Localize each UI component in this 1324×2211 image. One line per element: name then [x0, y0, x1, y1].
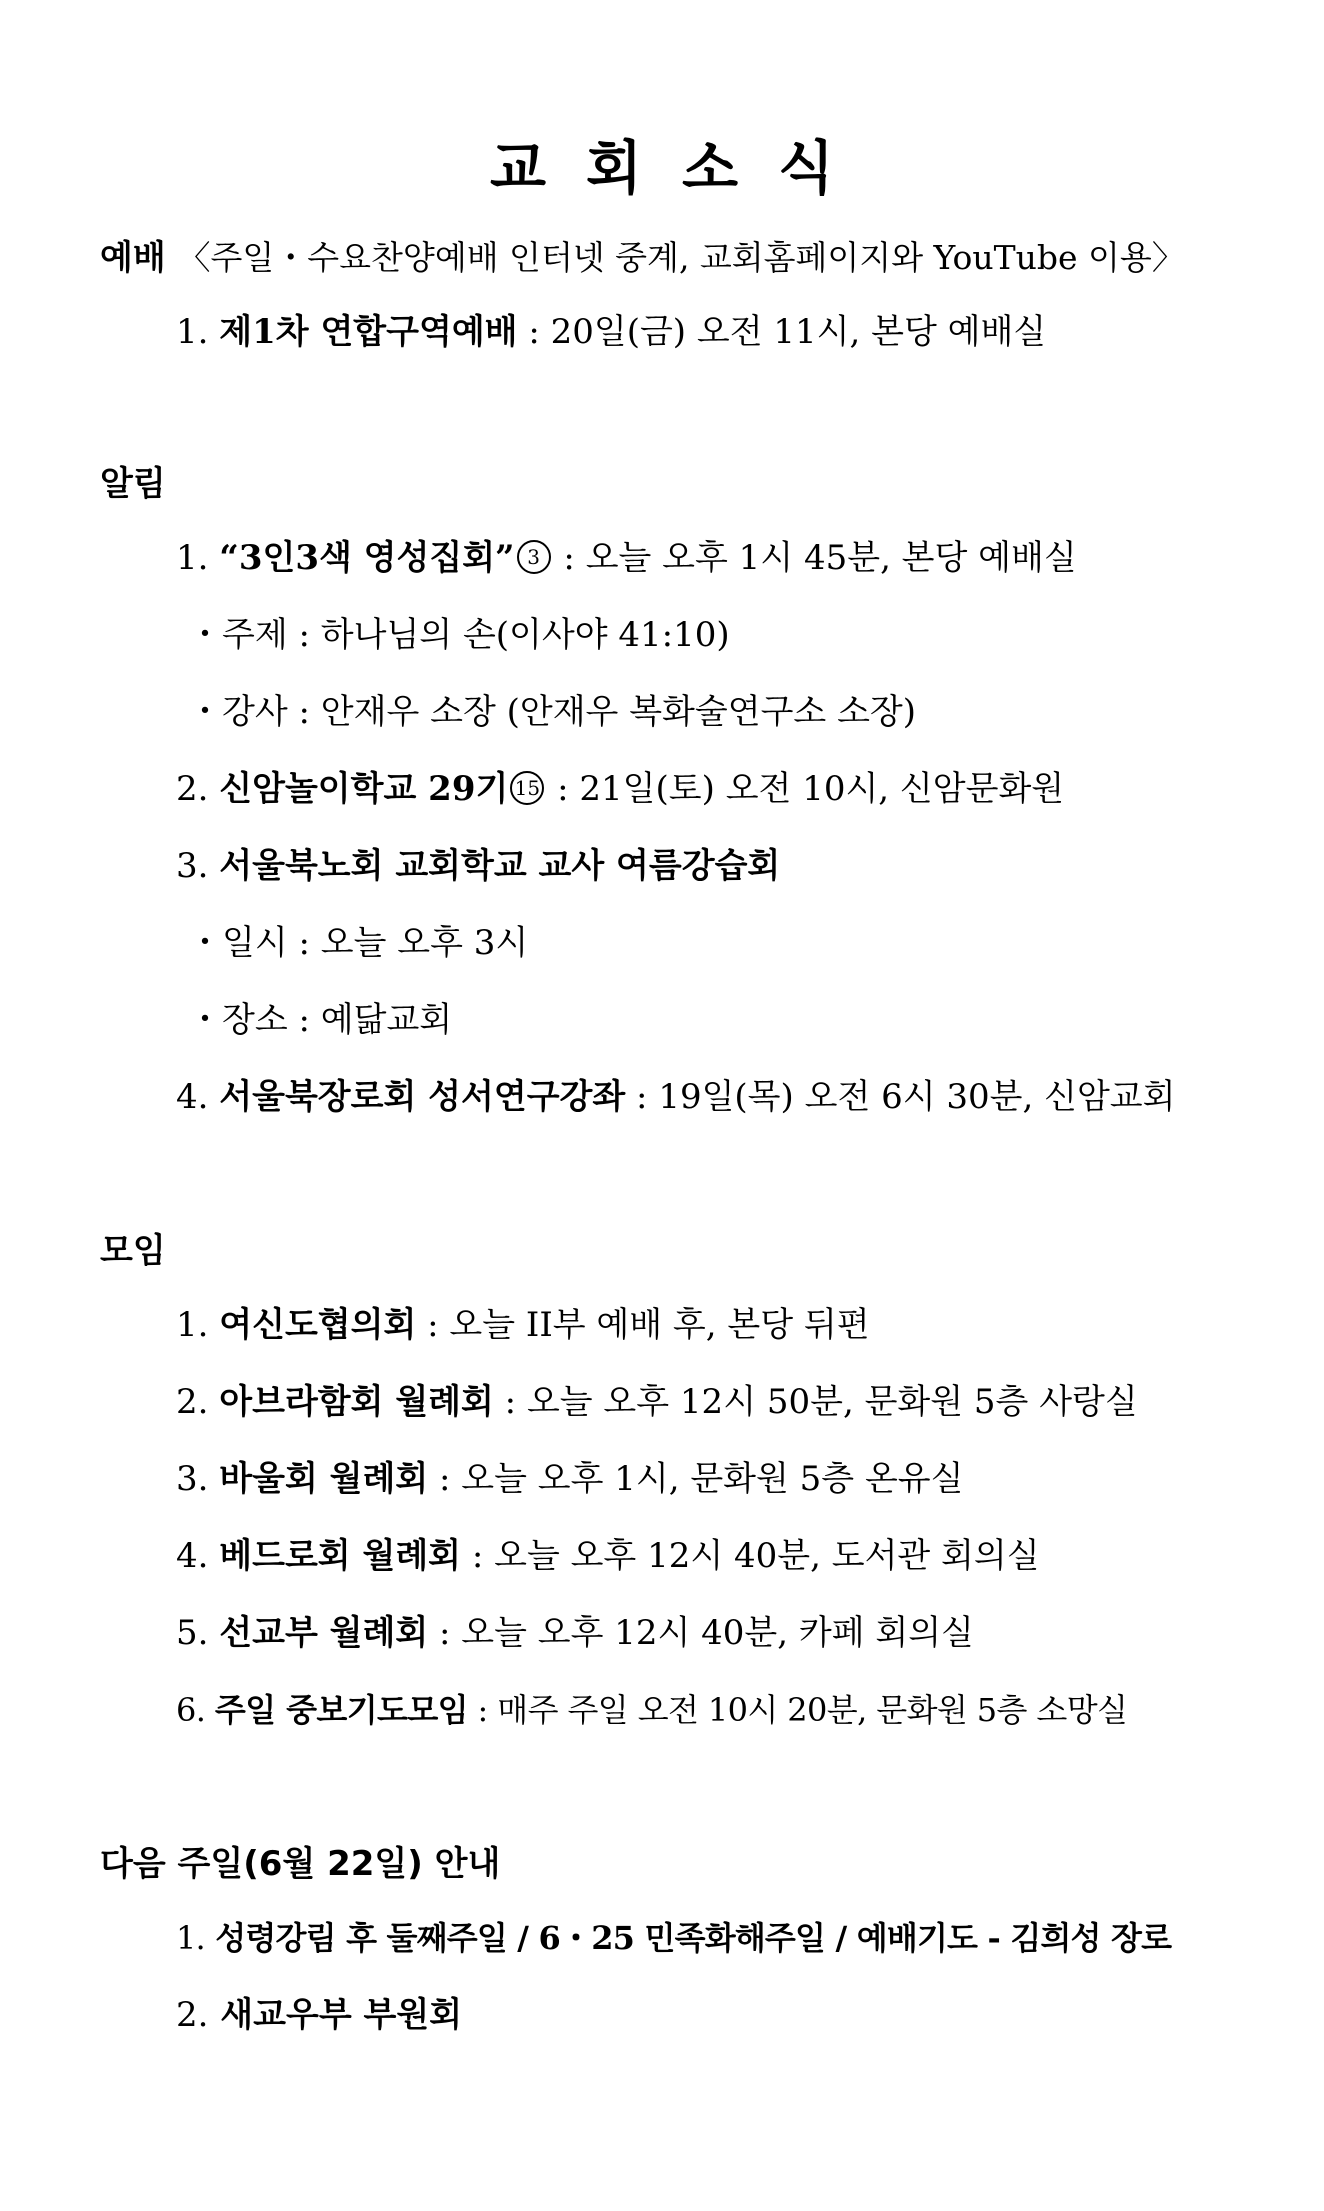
notice-item-3-place: ・장소 : 예닮교회: [188, 1000, 453, 1040]
item-separator: :: [428, 1459, 462, 1499]
item-number: 2.: [176, 1995, 209, 2035]
meeting-item-6: [176, 1686, 1127, 1734]
item-name: 주일 중보기도모임: [214, 1691, 468, 1729]
notice-item-1: [176, 534, 1077, 582]
item-number: 1.: [176, 312, 209, 352]
item-name: “3인3색 영성집회”: [219, 538, 515, 578]
item-separator: :: [428, 1613, 462, 1653]
item-name: 선교부 월례회: [219, 1613, 429, 1653]
item-text: 새교우부 부원회: [220, 1995, 463, 2035]
item-name: 아브라함회 월례회: [219, 1382, 494, 1422]
item-name: 베드로회 월례회: [219, 1536, 462, 1576]
meetings-heading: 모임: [100, 1231, 166, 1271]
notice-item-3: [176, 842, 780, 890]
item-separator: :: [552, 538, 586, 578]
item-name: 제1차 연합구역예배: [219, 312, 518, 352]
item-name: 여신도협의회: [219, 1305, 417, 1345]
notice-item-2: [176, 765, 1064, 813]
item-number: 4.: [176, 1536, 209, 1576]
next-sunday-item-2: [176, 1991, 462, 2039]
item-text: 성령강림 후 둘째주일 / 6・25 민족화해주일 / 예배기도 - 김희성 장로: [215, 1919, 1172, 1957]
item-separator: :: [467, 1691, 498, 1729]
notice-item-3-date: ・일시 : 오늘 오후 3시: [188, 923, 529, 963]
item-number: 3.: [176, 1459, 209, 1499]
item-detail: 매주 주일 오전 10시 20분, 문화원 5층 소망실: [497, 1691, 1128, 1729]
item-number: 1.: [176, 1919, 205, 1957]
item-number: 5.: [176, 1613, 209, 1653]
item-name: 신암놀이학교 29기: [219, 769, 509, 809]
item-number: 2.: [176, 769, 209, 809]
item-separator: :: [493, 1382, 527, 1422]
item-number: 1.: [176, 538, 209, 578]
page-title: 교회소식: [489, 134, 875, 202]
item-name: 바울회 월례회: [219, 1459, 429, 1499]
item-separator: :: [461, 1536, 495, 1576]
item-separator: :: [546, 769, 580, 809]
item-detail: 오늘 오후 1시 45분, 본당 예배실: [585, 538, 1077, 578]
item-number: 4.: [176, 1077, 209, 1117]
notice-item-4: [176, 1073, 1175, 1121]
circled-number: 15: [510, 771, 544, 805]
notice-item-1-speaker: ・강사 : 안재우 소장 (안재우 복화술연구소 소장): [188, 692, 917, 732]
meeting-item-3: [176, 1455, 964, 1503]
circled-number: 3: [517, 540, 551, 574]
item-number: 3.: [176, 846, 209, 886]
item-separator: :: [517, 312, 551, 352]
item-separator: :: [416, 1305, 450, 1345]
next-sunday-heading: 다음 주일(6월 22일) 안내: [100, 1844, 501, 1884]
item-detail: 20일(금) 오전 11시, 본당 예배실: [550, 312, 1047, 352]
section-worship-heading: [100, 234, 1185, 282]
item-number: 1.: [176, 1305, 209, 1345]
item-name: 서울북장로회 성서연구강좌: [219, 1077, 626, 1117]
next-sunday-item-1: [176, 1914, 1171, 1962]
item-detail: 오늘 II부 예배 후, 본당 뒤편: [449, 1305, 870, 1345]
item-detail: 21일(토) 오전 10시, 신암문화원: [579, 769, 1065, 809]
worship-heading: 예배: [100, 238, 166, 278]
item-detail: 오늘 오후 12시 40분, 도서관 회의실: [494, 1536, 1040, 1576]
meeting-item-1: [176, 1301, 870, 1349]
notice-item-1-topic: ・주제 : 하나님의 손(이사야 41:10): [188, 615, 730, 655]
item-detail: 19일(목) 오전 6시 30분, 신암교회: [658, 1077, 1176, 1117]
item-name: 서울북노회 교회학교 교사 여름강습회: [219, 846, 781, 886]
item-number: 6.: [176, 1691, 206, 1729]
worship-note: 〈주일・수요찬양예배 인터넷 중계, 교회홈페이지와 YouTube 이용〉: [177, 238, 1185, 277]
item-detail: 오늘 오후 12시 40분, 카페 회의실: [461, 1613, 974, 1653]
meeting-item-5: [176, 1609, 974, 1657]
item-number: 2.: [176, 1382, 209, 1422]
item-detail: 오늘 오후 1시, 문화원 5층 온유실: [461, 1459, 964, 1499]
item-detail: 오늘 오후 12시 50분, 문화원 5층 사랑실: [526, 1382, 1138, 1422]
item-separator: :: [625, 1077, 659, 1117]
worship-item-1: [176, 308, 1046, 356]
meeting-item-2: [176, 1378, 1138, 1426]
notices-heading: 알림: [100, 464, 166, 504]
meeting-item-4: [176, 1532, 1040, 1580]
